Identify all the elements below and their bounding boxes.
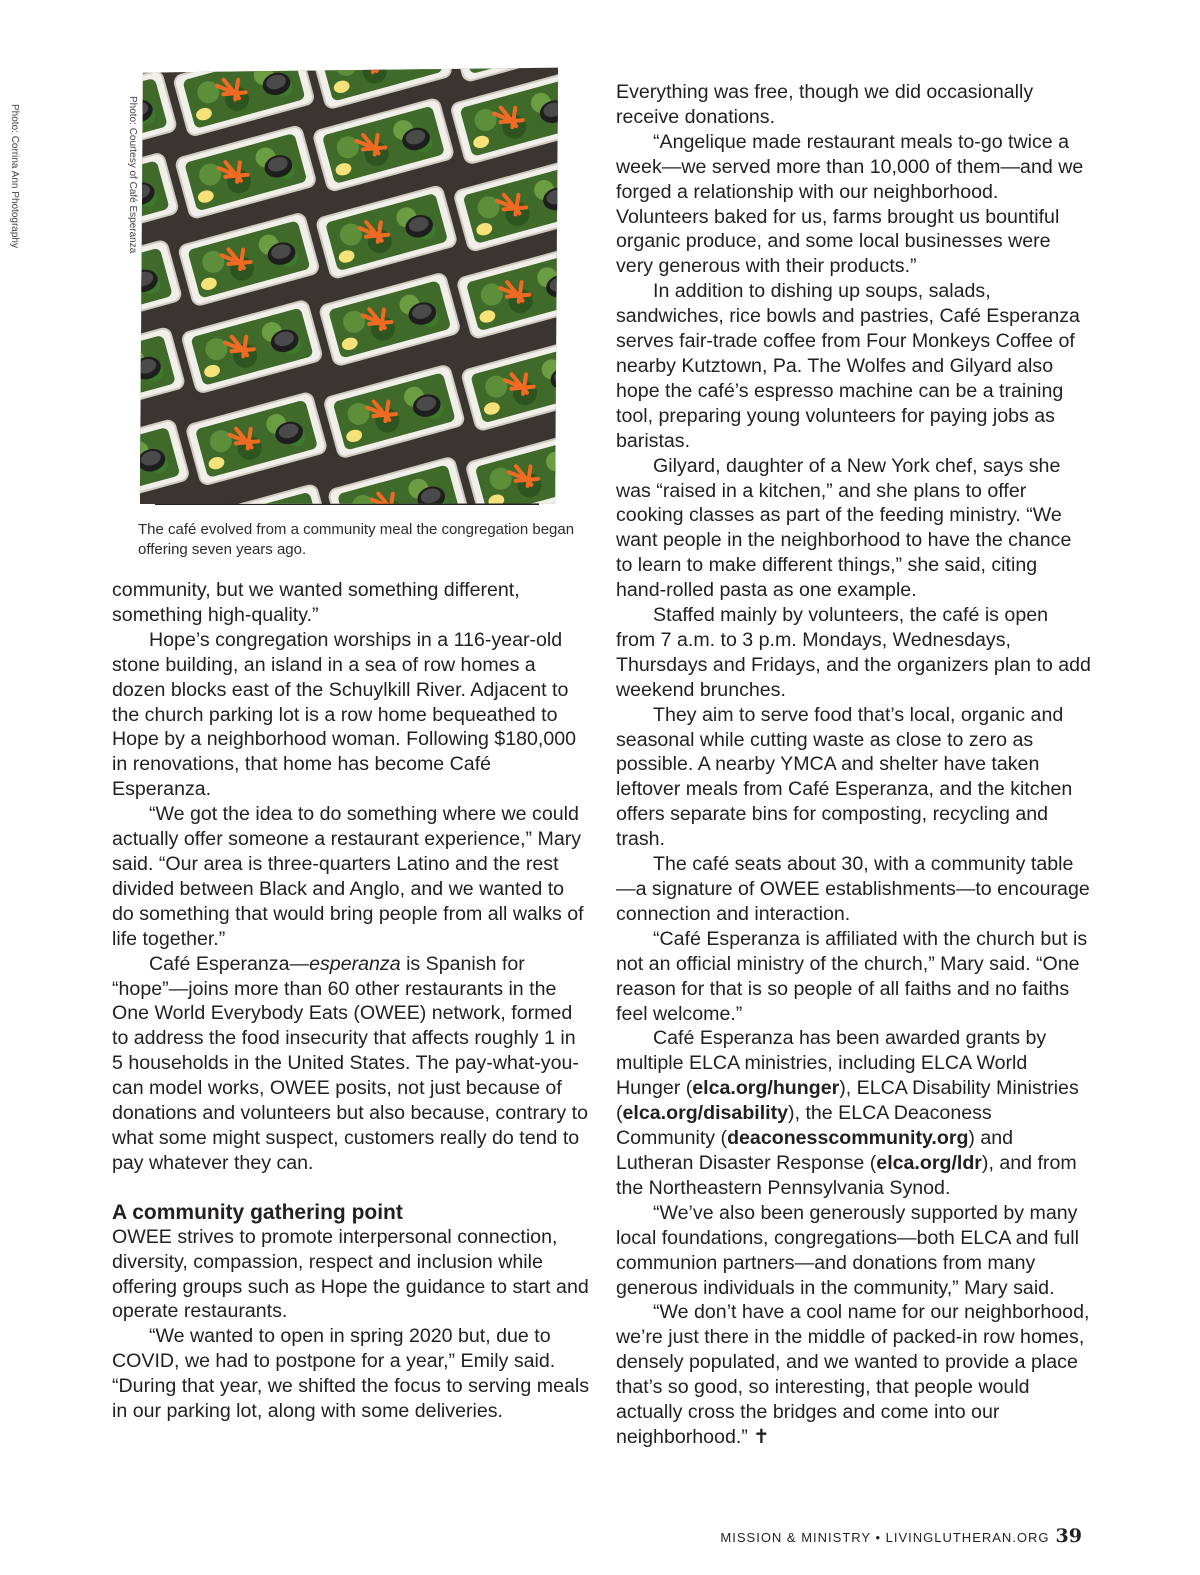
link-elca-disability: elca.org/disability [622, 1102, 789, 1125]
page-footer [720, 1525, 1082, 1547]
salad-photo [130, 63, 568, 513]
paragraph: “We got the idea to do something where we could actually offer someone a restaurant experience,” Mary said. “Our area is three-quarters Latino and the rest divided between Black and Anglo, and we wanted to do something that would bring people from all walks of life together.” [112, 803, 584, 950]
paragraph: community, but we wanted something different, something high-quality.” [112, 579, 520, 626]
link-elca-hunger: elca.org/hunger [692, 1077, 840, 1100]
paragraph: They aim to serve food that’s local, organic and seasonal while cutting waste as close to zero as possible. A nearby YMCA and shelter have taken leftover meals from Café Esperanza, and the kitchen offers separate bins for composting, recycling and trash. [616, 703, 1073, 851]
paragraph: “We wanted to open in spring 2020 but, due to COVID, we had to postpone for a year,” Emily said. “During that year, we shifted the focus to serving meals in our parking lot, along with some deliveries. [112, 1325, 590, 1423]
paragraph: Café Esperanza—esperanza is Spanish for “hope”—joins more than 60 other restaurants in the One World Everybody Eats (OWEE) network, formed to address the food insecurity that affects roughly 1 in 5 households in the United States. The pay-what-you-can model works, OWEE posits, not just because of donations and volunteers but also because, contrary to what some might suspect, customers really do tend to pay whatever they can. [112, 952, 588, 1174]
paragraph: “Angelique made restaurant meals to-go twice a week—we served more than 10,000 of them—and we forged a relationship with our neighborhood. Volunteers baked for us, farms brought us bountiful organic produce, and some local businesses were very generous with their products.” [616, 130, 1084, 278]
left-column [112, 578, 590, 1424]
photo-credit-outer: Photo: Corrina Ann Photography [9, 104, 20, 248]
page-number: 39 [1055, 1525, 1082, 1547]
link-elca-ldr: elca.org/ldr [876, 1151, 982, 1174]
footer-section: MISSION & MINISTRY • LIVINGLUTHERAN.ORG [720, 1530, 1050, 1545]
paragraph: The café seats about 30, with a community table—a signature of OWEE establishments—to encourage connection and interaction. [616, 853, 1090, 925]
right-column [616, 80, 1092, 1450]
link-deaconess-community: deaconesscommunity.org [727, 1127, 969, 1150]
paragraph: In addition to dishing up soups, salads, sandwiches, rice bowls and pastries, Café Esperanza serves fair-trade coffee from Four Monkeys Coffee of nearby Kutztown, Pa. The Wolfes and Gilyard also hope the café’s espresso machine can be a training tool, preparing young volunteers for paying jobs as baristas. [616, 280, 1080, 452]
paragraph: Gilyard, daughter of a New York chef, says she was “raised in a kitchen,” and she plans to offer cooking classes as part of the feeding ministry. “We want people in the neighborhood to have the chance to learn to make different things,” she said, citing hand-rolled pasta as one example. [616, 454, 1072, 602]
paragraph: Hope’s congregation worships in a 116-year-old stone building, an island in a sea of row homes a dozen blocks east of the Schuylkill River. Adjacent to the church parking lot is a row home bequeathed to Hope by a neighborhood woman. Following $180,000 in renovations, that home has become Café Esperanza. [112, 628, 577, 801]
photo-caption: The café evolved from a community meal the congregation began offering seven years ago. [138, 521, 575, 558]
paragraph: Staffed mainly by volunteers, the café is open from 7 a.m. to 3 p.m. Mondays, Wednesdays, Thursdays and Fridays, and the organizers plan to add weekend brunches. [616, 604, 1091, 701]
photo-credit-inner: Photo: Courtesy of Café Esperanza [127, 96, 138, 254]
paragraph: OWEE strives to promote interpersonal connection, diversity, compassion, respect and inclusion while offering groups such as Hope the guidance to start and operate restaurants. [112, 1225, 589, 1323]
paragraph: “Café Esperanza is affiliated with the church but is not an official ministry of the church,” Mary said. “One reason for that is so people of all faiths and no faiths feel welcome.” [616, 927, 1088, 1025]
end-cross-icon: ✝ [753, 1425, 770, 1448]
paragraph: Café Esperanza has been awarded grants by multiple ELCA ministries, including ELCA World Hunger (elca.org/hunger), ELCA Disability Ministries (elca.org/disability), the ELCA Deaconess Community (deaconesscommunity.org) and Lutheran Disaster Response (elca.org/ldr), and from the Northeastern Pennsylvania Synod. [616, 1027, 1079, 1199]
paragraph: “We don’t have a cool name for our neighborhood, we’re just there in the middle of packed-in row homes, densely populated, and we wanted to provide a place that’s so good, so interesting, that people would actually cross the bridges and come into our neighborhood.” ✝ [616, 1301, 1090, 1448]
paragraph: Everything was free, though we did occasionally receive donations. [616, 81, 1034, 128]
section-heading: A community gathering point [112, 1200, 403, 1224]
paragraph: “We’ve also been generously supported by many local foundations, congregations—both ELCA and full communion partners—and donations from many generous individuals in the community,” Mary said. [616, 1201, 1079, 1299]
